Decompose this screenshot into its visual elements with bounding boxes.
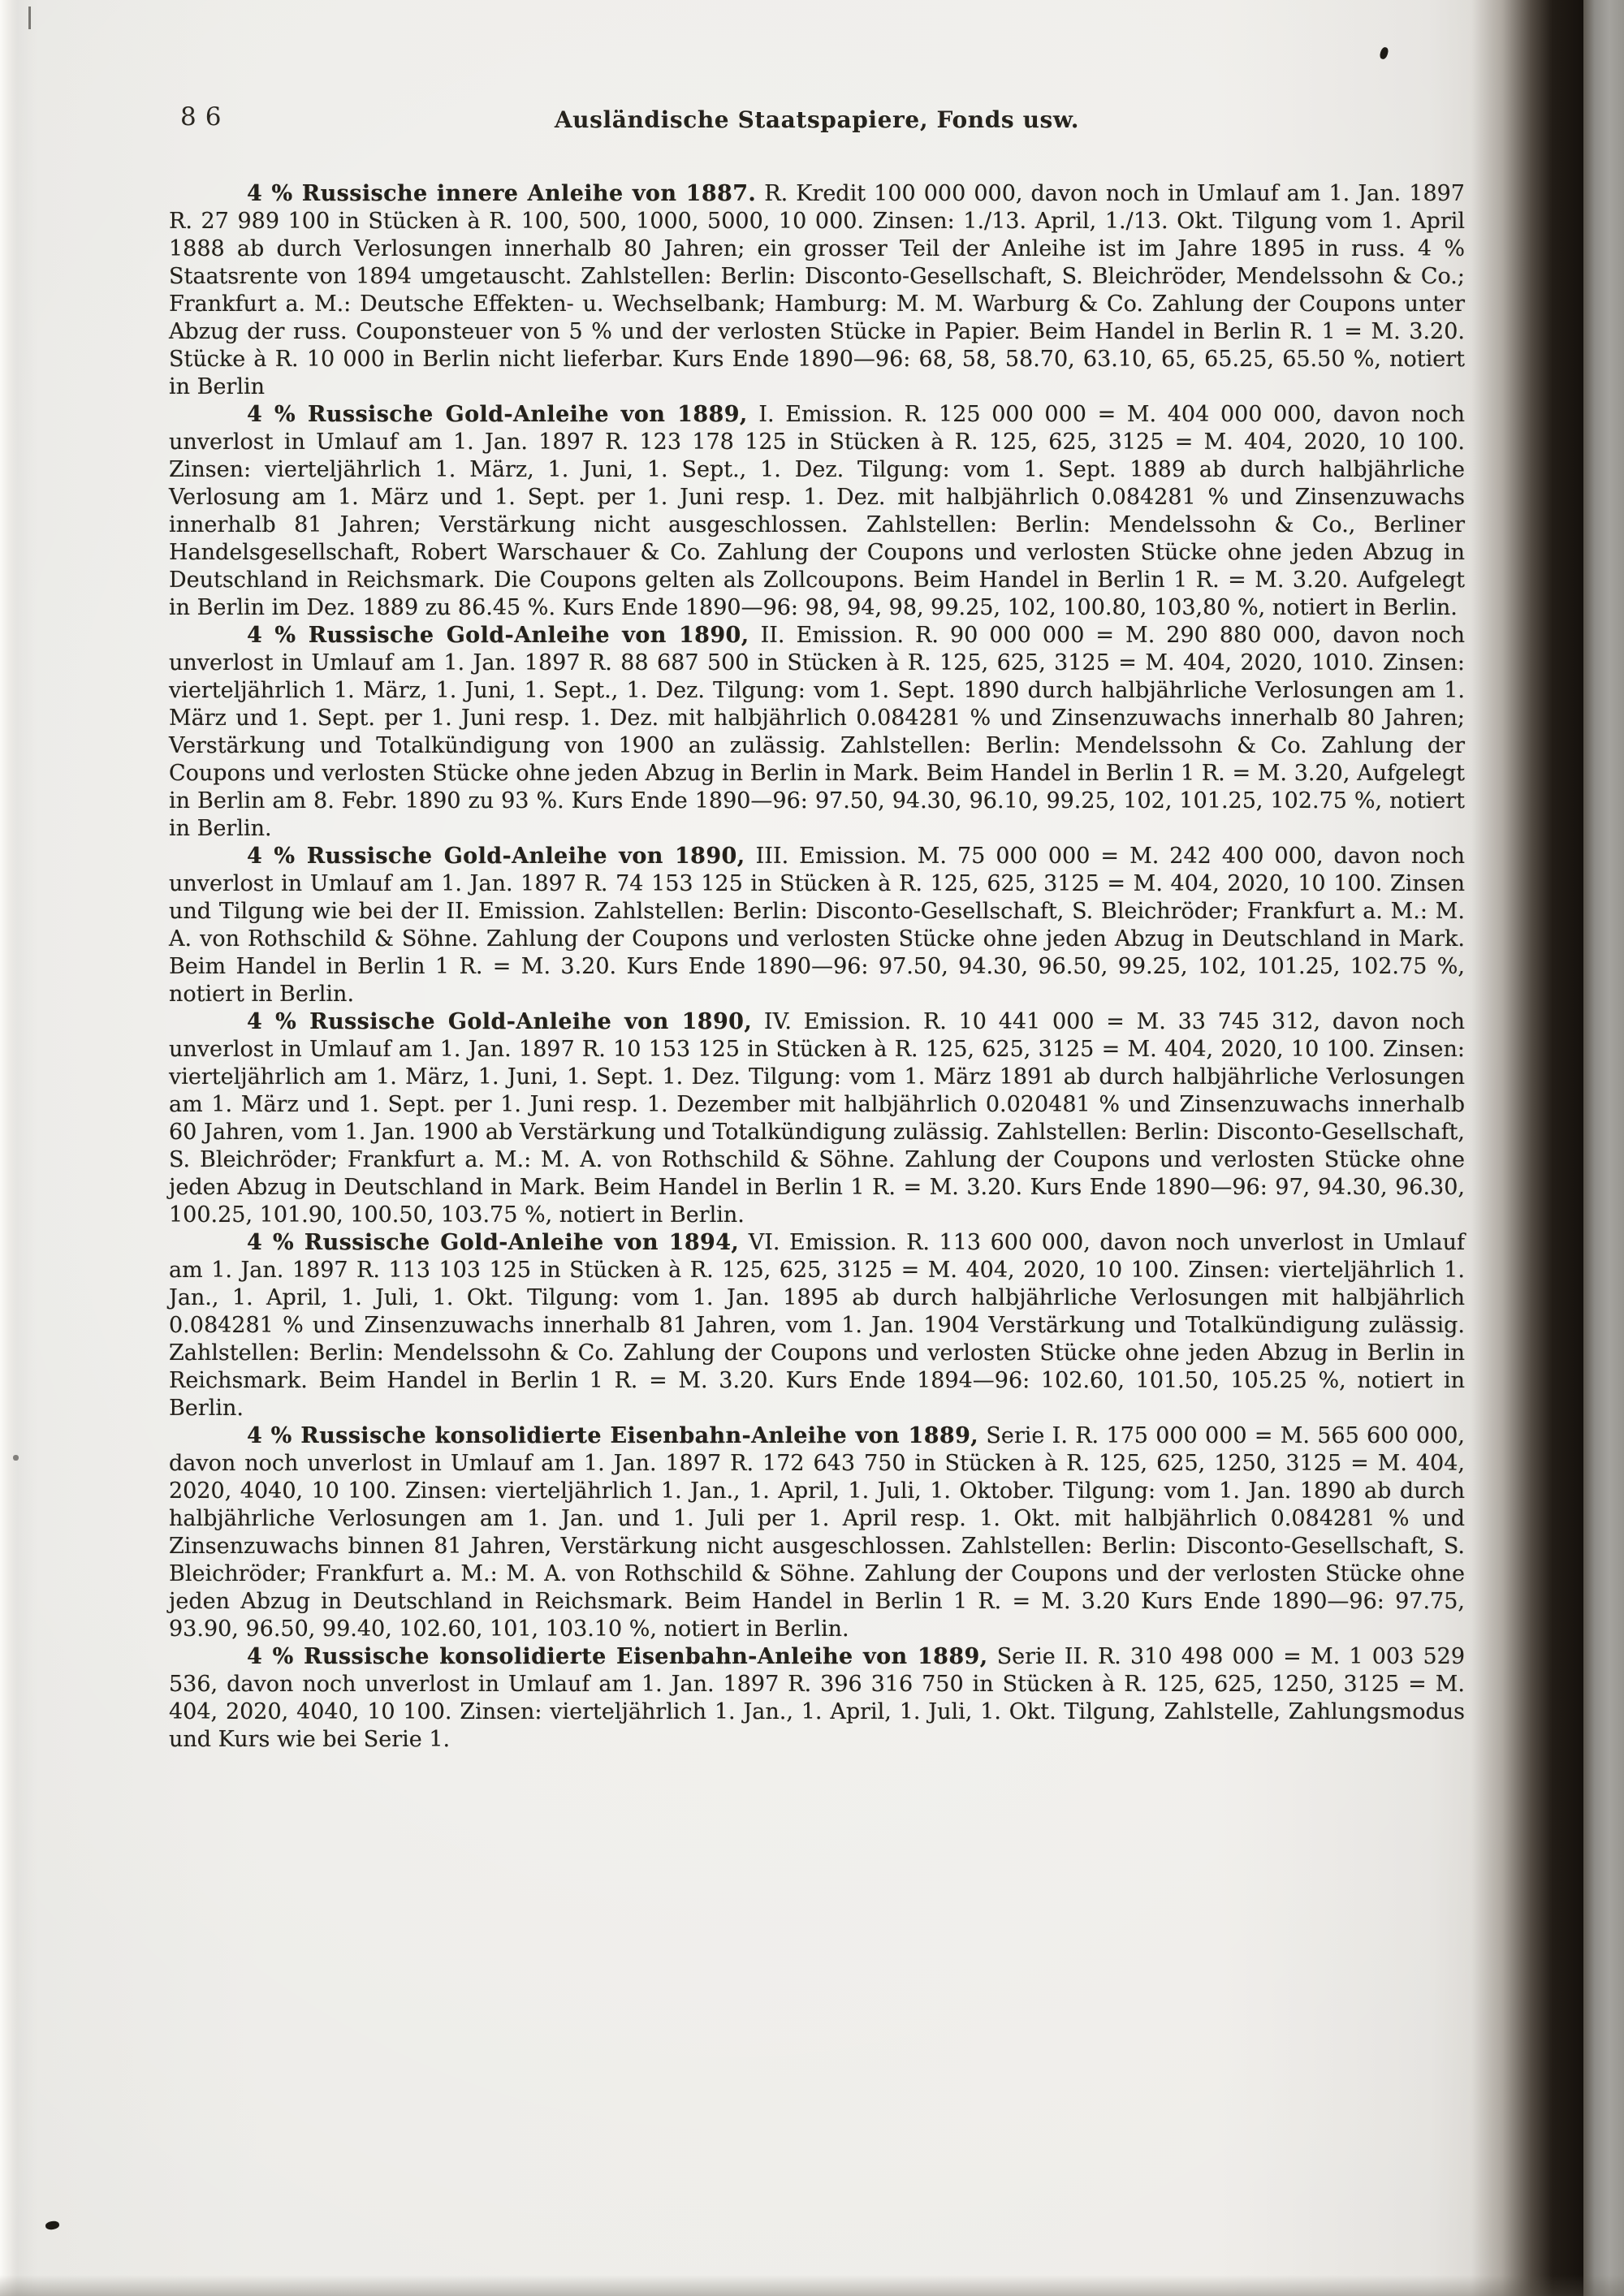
scan-speck	[45, 2220, 59, 2230]
bond-entry-title: 4 % Russische Gold-Anleihe von 1890,	[247, 623, 749, 648]
scan-left-edge	[0, 0, 18, 2296]
bond-entry-body: II. Emission. R. 90 000 000 = M. 290 880 000, davon noch unverlost in Umlauf am 1. Jan. 1897 R. 88 687 500 in Stücken à R. 125, 625, 3125 = M. 404, 2020, 1010. Zinsen: vierteljährlich 1. März, 1. Juni, 1. Sept., 1. Dez. Tilgung: vom 1. Sept. 1890 durch halbjährliche Verlosungen am 1. März und 1. Sept. per 1. Juni resp. 1. Dez. mit halbjährlich 0.084281 % und Zinsenzuwachs innerhalb 80 Jahren; Verstärkung und Totalkündigung von 1900 an zulässig. Zahlstellen: Berlin: Mendelssohn & Co. Zahlung der Coupons und verlosten Stücke ohne jeden Abzug in Berlin in Mark. Beim Handel in Berlin 1 R. = M. 3.20, Aufgelegt in Berlin am 8. Febr. 1890 zu 93 %. Kurs Ende 1890—96: 97.50, 94.30, 96.10, 99.25, 102, 101.25, 102.75 %, notiert in Berlin.	[169, 623, 1465, 841]
bond-entry-gold-anleihe-1890-iv	[169, 1008, 1465, 1229]
bond-entry-body: I. Emission. R. 125 000 000 = M. 404 000 000, davon noch unverlost in Umlauf am 1. Jan. 1897 R. 123 178 125 in Stücken à R. 125, 625, 3125 = M. 404, 2020, 10 100. Zinsen: vierteljährlich 1. März, 1. Juni, 1. Sept., 1. Dez. Tilgung: vom 1. Sept. 1889 ab durch halbjährliche Verlosung am 1. März und 1. Sept. per 1. Juni resp. 1. Dez. mit halbjährlich 0.084281 % und Zinsenzuwachs innerhalb 81 Jahren; Verstärkung nicht ausgeschlossen. Zahlstellen: Berlin: Mendelssohn & Co., Berliner Handelsgesellschaft, Robert Warschauer & Co. Zahlung der Coupons und verlosten Stücke ohne jeden Abzug in Deutschland in Reichsmark. Die Coupons gelten als Zollcoupons. Beim Handel in Berlin 1 R. = M. 3.20. Aufgelegt in Berlin im Dez. 1889 zu 86.45 %. Kurs Ende 1890—96: 98, 94, 98, 99.25, 102, 100.80, 103,80 %, notiert in Berlin.	[169, 402, 1465, 620]
bond-entry-title: 4 % Russische konsolidierte Eisenbahn-Anleihe von 1889,	[247, 1644, 988, 1669]
scan-speck	[28, 6, 31, 29]
bond-entry-innere-anleihe-1887	[169, 180, 1465, 401]
bond-entry-gold-anleihe-1890-ii	[169, 622, 1465, 843]
bond-entry-body: VI. Emission. R. 113 600 000, davon noch unverlost in Umlauf am 1. Jan. 1897 R. 113 103 125 in Stücken à R. 125, 625, 3125 = M. 404, 2020, 10 100. Zinsen: vierteljährlich 1. Jan., 1. April, 1. Juli, 1. Okt. Tilgung: vom 1. Jan. 1895 ab durch halbjährliche Verlosungen mit halbjährlich 0.084281 % und Zinsenzuwachs innerhalb 81 Jahren, vom 1. Jan. 1904 Verstärkung und Totalkündigung zulässig. Zahlstellen: Berlin: Mendelssohn & Co. Zahlung der Coupons und verlosten Stücke ohne jeden Abzug in Berlin in Reichsmark. Beim Handel in Berlin 1 R. = M. 3.20. Kurs Ende 1894—96: 102.60, 101.50, 105.25 %, notiert in Berlin.	[169, 1230, 1465, 1421]
bond-entry-title: 4 % Russische innere Anleihe von 1887.	[247, 181, 757, 206]
bond-entry-body: R. Kredit 100 000 000, davon noch in Umlauf am 1. Jan. 1897 R. 27 989 100 in Stücken à R. 100, 500, 1000, 5000, 10 000. Zinsen: 1./13. April, 1./13. Okt. Tilgung vom 1. April 1888 ab durch Verlosungen innerhalb 80 Jahren; ein grosser Teil der Anleihe ist im Jahre 1895 in russ. 4 % Staatsrente von 1894 umgetauscht. Zahlstellen: Berlin: Disconto-Gesellschaft, S. Bleichröder, Mendelssohn & Co.; Frankfurt a. M.: Deutsche Effekten- u. Wechselbank; Hamburg: M. M. Warburg & Co. Zahlung der Coupons unter Abzug der russ. Couponsteuer von 5 % und der verlosten Stücke in Papier. Beim Handel in Berlin R. 1 = M. 3.20. Stücke à R. 10 000 in Berlin nicht lieferbar. Kurs Ende 1890—96: 68, 58, 58.70, 63.10, 65, 65.25, 65.50 %, notiert in Berlin	[169, 181, 1465, 399]
scan-speck	[1379, 46, 1389, 60]
page-number: 86	[180, 102, 231, 132]
scan-background-strip	[1583, 0, 1624, 2296]
bond-entry-title: 4 % Russische Gold-Anleihe von 1890,	[247, 844, 745, 869]
bond-entry-eisenbahn-anleihe-serie-i	[169, 1422, 1465, 1643]
bond-entry-gold-anleihe-1889-i	[169, 401, 1465, 622]
bond-entry-gold-anleihe-1890-iii	[169, 843, 1465, 1008]
bond-entry-title: 4 % Russische Gold-Anleihe von 1890,	[247, 1009, 753, 1034]
bond-entry-body: IV. Emission. R. 10 441 000 = M. 33 745 312, davon noch unverlost in Umlauf am 1. Jan. 1897 R. 10 153 125 in Stücken à R. 125, 625, 3125 = M. 404, 2020, 10 100. Zinsen: vierteljährlich am 1. März, 1. Juni, 1. Sept. 1. Dez. Tilgung: vom 1. März 1891 ab durch halbjährliche Verlosungen am 1. März und 1. Sept. per 1. Juni resp. 1. Dezember mit halbjährlich 0.020481 % und Zinsenzuwachs innerhalb 60 Jahren, vom 1. Jan. 1900 ab Verstärkung und Totalkündigung zulässig. Zahlstellen: Berlin: Disconto-Gesellschaft, S. Bleichröder; Frankfurt a. M.: M. A. von Rothschild & Söhne. Zahlung der Coupons und verlosten Stücke ohne jeden Abzug in Deutschland in Mark. Beim Handel in Berlin 1 R. = M. 3.20. Kurs Ende 1890—96: 97, 94.30, 96.30, 100.25, 101.90, 100.50, 103.75 %, notiert in Berlin.	[169, 1009, 1465, 1228]
bond-entry-title: 4 % Russische Gold-Anleihe von 1889,	[247, 402, 748, 427]
bond-entry-body: Serie I. R. 175 000 000 = M. 565 600 000, davon noch unverlost in Umlauf am 1. Jan. 1897 R. 172 643 750 in Stücken à R. 125, 625, 1250, 3125 = M. 404, 2020, 4040, 10 100. Zinsen: vierteljährlich 1. Jan., 1. April, 1. Juli, 1. Oktober. Tilgung: vom 1. Jan. 1890 ab durch halbjährliche Verlosungen am 1. Jan. und 1. Juli per 1. April resp. 1. Okt. mit halbjährlich 0.084281 % und Zinsenzuwachs binnen 81 Jahren, Verstärkung nicht ausgeschlossen. Zahlstellen: Berlin: Disconto-Gesellschaft, S. Bleichröder; Frankfurt a. M.: M. A. von Rothschild & Söhne. Zahlung der Coupons und der verlosten Stücke ohne jeden Abzug in Deutschland in Reichsmark. Beim Handel in Berlin 1 R. = M. 3.20 Kurs Ende 1890—96: 97.75, 93.90, 96.50, 99.40, 102.60, 101, 103.10 %, notiert in Berlin.	[169, 1423, 1465, 1642]
book-gutter-shadow	[1471, 0, 1583, 2296]
bond-entry-body: III. Emission. M. 75 000 000 = M. 242 400 000, davon noch unverlost in Umlauf am 1. Jan. 1897 R. 74 153 125 in Stücken à R. 125, 625, 3125 = M. 404, 2020, 10 100. Zinsen und Tilgung wie bei der II. Emission. Zahlstellen: Berlin: Disconto-Gesellschaft, S. Bleichröder; Frankfurt a. M.: M. A. von Rothschild & Söhne. Zahlung der Coupons und verlosten Stücke ohne jeden Abzug in Deutschland in Mark. Beim Handel in Berlin 1 R. = M. 3.20. Kurs Ende 1890—96: 97.50, 94.30, 96.50, 99.25, 102, 101.25, 102.75 %, notiert in Berlin.	[169, 844, 1465, 1007]
bond-entry-gold-anleihe-1894-vi	[169, 1229, 1465, 1422]
bond-listing-text	[169, 180, 1465, 1754]
bond-entry-title: 4 % Russische konsolidierte Eisenbahn-Anleihe von 1889,	[247, 1423, 979, 1448]
bond-entry-title: 4 % Russische Gold-Anleihe von 1894,	[247, 1230, 740, 1255]
running-title: Ausländische Staatspapiere, Fonds usw.	[554, 106, 1080, 133]
scan-bottom-shadow	[0, 2275, 1624, 2296]
bond-entry-eisenbahn-anleihe-serie-ii	[169, 1643, 1465, 1754]
scan-speck	[13, 1455, 19, 1461]
bond-entry-body: Serie II. R. 310 498 000 = M. 1 003 529 536, davon noch unverlost in Umlauf am 1. Jan. 1897 R. 396 316 750 in Stücken à R. 125, 625, 1250, 3125 = M. 404, 2020, 4040, 10 100. Zinsen: vierteljährlich 1. Jan., 1. April, 1. Juli, 1. Okt. Tilgung, Zahlstelle, Zahlungsmodus und Kurs wie bei Serie 1.	[169, 1644, 1465, 1752]
